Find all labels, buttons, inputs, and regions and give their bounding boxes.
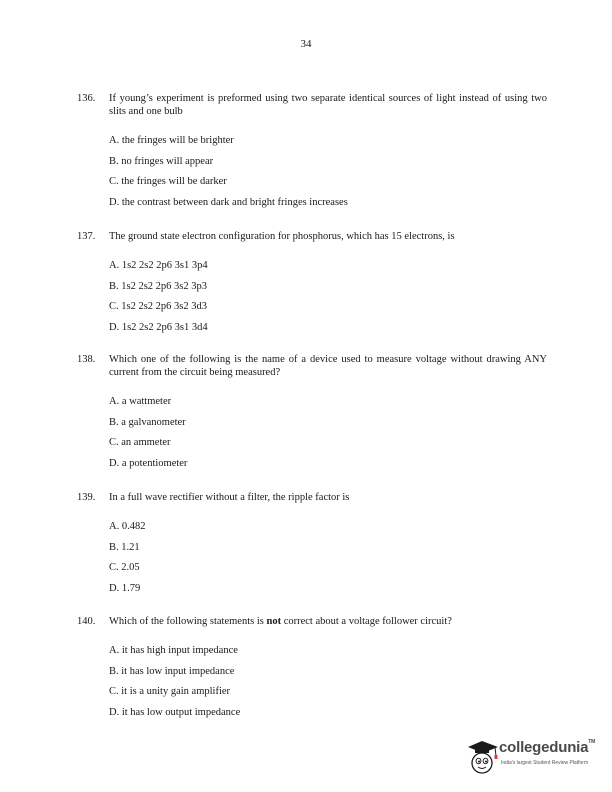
- option-a[interactable]: A. the fringes will be brighter: [109, 135, 234, 146]
- option-b[interactable]: B. no fringes will appear: [109, 155, 214, 167]
- option-c[interactable]: C. it is a unity gain amplifier: [109, 686, 231, 698]
- question-text: If young’s experiment is preformed using two separate identical sources of light instead of using two slits and one bulb: [109, 93, 547, 117]
- option-d[interactable]: D. a potentiometer: [109, 458, 188, 470]
- question-136: [77, 92, 547, 214]
- graduate-mascot-icon: [466, 738, 500, 778]
- option-c[interactable]: C. 1s2 2s2 2p6 3s2 3d3: [109, 301, 208, 313]
- option-c[interactable]: C. 2.05: [109, 562, 140, 574]
- question-139: [77, 491, 547, 600]
- option-b[interactable]: B. a galvanometer: [109, 416, 186, 428]
- question-138: [77, 353, 547, 475]
- option-a[interactable]: A. 0.482: [109, 521, 146, 532]
- question-text: In a full wave rectifier without a filter, the ripple factor is: [109, 492, 350, 503]
- option-c[interactable]: C. the fringes will be darker: [109, 176, 227, 188]
- option-d[interactable]: D. 1s2 2s2 2p6 3s1 3d4: [109, 322, 208, 334]
- option-a[interactable]: A. it has high input impedance: [109, 645, 238, 656]
- question-text: The ground state electron configuration for phosphorus, which has 15 electrons, is: [109, 231, 455, 242]
- option-d[interactable]: D. it has low output impedance: [109, 707, 241, 719]
- option-a[interactable]: A. a wattmeter: [109, 396, 172, 407]
- question-text: Which one of the following is the name of a device used to measure voltage without drawing ANY current from the circuit being measured?: [109, 354, 547, 378]
- option-a[interactable]: A. 1s2 2s2 2p6 3s1 3p4: [109, 260, 208, 271]
- option-d[interactable]: D. the contrast between dark and bright fringes increases: [109, 197, 348, 209]
- option-d[interactable]: D. 1.79: [109, 583, 141, 595]
- question-137: [77, 230, 547, 339]
- question-number: 138.: [77, 354, 96, 365]
- question-140: [77, 615, 547, 724]
- question-number: 137.: [77, 231, 96, 242]
- option-b[interactable]: B. 1.21: [109, 541, 140, 553]
- logo-wordmark: collegedunia™: [499, 739, 596, 756]
- option-b[interactable]: B. 1s2 2s2 2p6 3s2 3p3: [109, 280, 208, 292]
- collegedunia-logo: [466, 738, 606, 778]
- question-number: 140.: [77, 616, 96, 627]
- question-text: Which of the following statements is not correct about a voltage follower circuit?: [109, 616, 452, 627]
- option-c[interactable]: C. an ammeter: [109, 437, 171, 449]
- question-number: 136.: [77, 93, 96, 104]
- logo-tagline: India's largest Student Review Platform: [501, 760, 589, 766]
- page-number: 34: [300, 38, 312, 50]
- option-b[interactable]: B. it has low input impedance: [109, 665, 235, 677]
- emphasis-not: not: [266, 616, 282, 627]
- question-number: 139.: [77, 492, 96, 503]
